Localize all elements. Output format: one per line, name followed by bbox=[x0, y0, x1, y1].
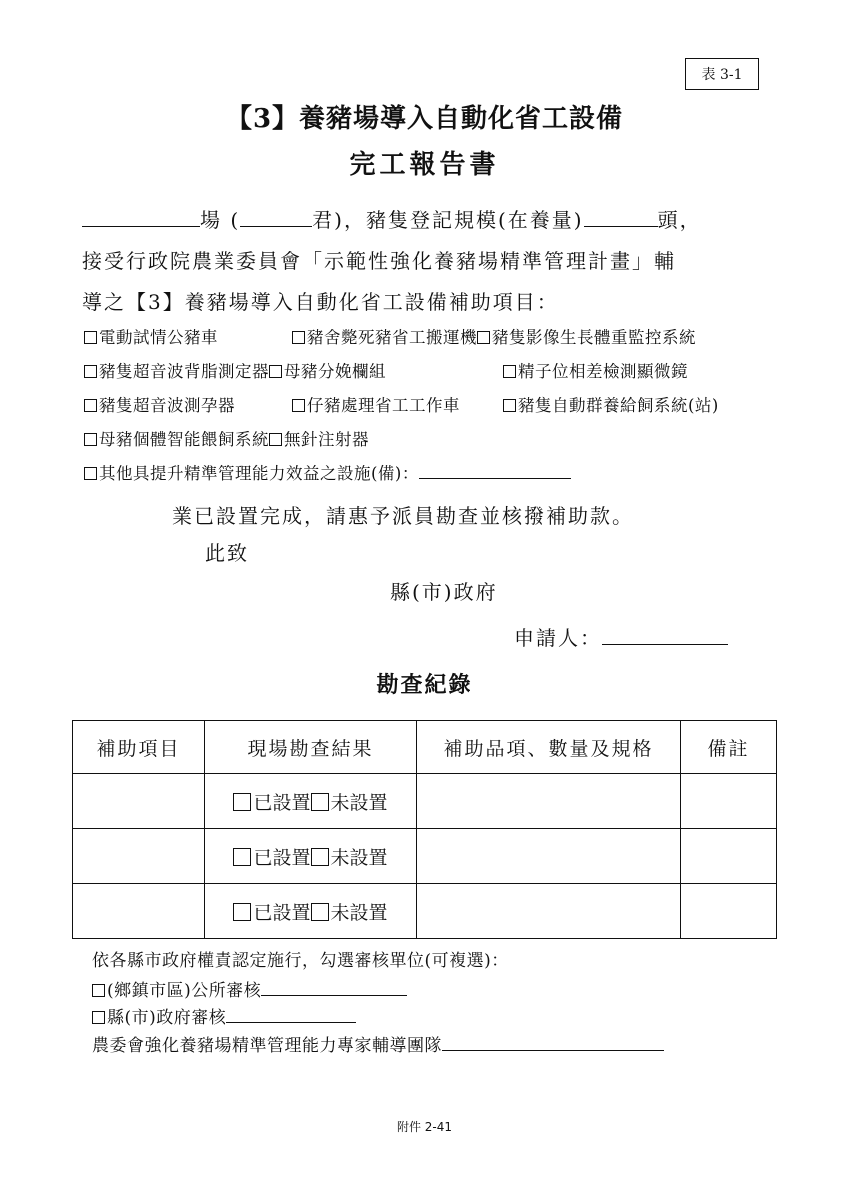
item-checkbox[interactable] bbox=[292, 399, 305, 412]
table-row bbox=[73, 774, 777, 829]
review-option-2: 縣(市)政府審核 bbox=[92, 1003, 356, 1028]
applicant-label: 申請人： bbox=[514, 626, 602, 650]
cell-inspection-result: 已設置 未設置 bbox=[205, 774, 417, 829]
cell-subsidy-item[interactable] bbox=[73, 829, 205, 884]
not-installed-checkbox[interactable] bbox=[311, 848, 329, 866]
review-team-line: 農委會強化養豬場精準管理能力專家輔導團隊 bbox=[92, 1031, 664, 1056]
item-label: 豬隻超音波測孕器 bbox=[99, 396, 235, 415]
cell-item-spec[interactable] bbox=[417, 829, 681, 884]
item-label: 豬隻影像生長體重監控系統 bbox=[492, 328, 696, 347]
cell-remarks[interactable] bbox=[681, 884, 777, 939]
other-item-field[interactable] bbox=[419, 462, 571, 479]
review-checkbox[interactable] bbox=[92, 1011, 105, 1024]
item-label: 其他具提升精準管理能力效益之設施(備)： bbox=[99, 464, 419, 483]
item-checkbox[interactable] bbox=[84, 433, 97, 446]
table-header-row bbox=[73, 721, 777, 774]
item-row-1 bbox=[84, 324, 218, 348]
table-row bbox=[73, 884, 777, 939]
installed-checkbox[interactable] bbox=[233, 848, 251, 866]
recipient: 縣(市)政府 bbox=[390, 580, 498, 604]
page-title: 【3】養豬場導入自動化省工設備 bbox=[225, 104, 624, 134]
review-option-1: (鄉鎮市區)公所審核 bbox=[92, 976, 407, 1001]
head-count-field[interactable] bbox=[584, 206, 658, 227]
page-number: 附件 2-41 bbox=[396, 1120, 453, 1134]
item-label: 無針注射器 bbox=[284, 430, 369, 449]
item-label: 母豬分娩欄組 bbox=[284, 362, 386, 381]
cell-subsidy-item[interactable] bbox=[73, 884, 205, 939]
item-checkbox[interactable] bbox=[477, 331, 490, 344]
item-label: 豬隻自動群養給飼系統(站) bbox=[518, 396, 719, 415]
item-checkbox[interactable] bbox=[84, 467, 97, 480]
table-row bbox=[73, 829, 777, 884]
header-item-spec: 補助品項、數量及規格 bbox=[417, 721, 681, 774]
item-label: 電動試情公豬車 bbox=[99, 328, 218, 347]
review-field-2[interactable] bbox=[226, 1006, 356, 1023]
not-installed-checkbox[interactable] bbox=[311, 793, 329, 811]
owner-name-field[interactable] bbox=[240, 206, 312, 227]
item-checkbox[interactable] bbox=[269, 365, 282, 378]
item-row-3 bbox=[84, 392, 235, 416]
item-label: 母豬個體智能餵飼系統 bbox=[99, 430, 269, 449]
completion-statement: 業已設置完成，請惠予派員勘查並核撥補助款。 bbox=[172, 504, 634, 528]
cell-remarks[interactable] bbox=[681, 774, 777, 829]
para-line-2: 接受行政院農業委員會「示範性強化養豬場精準管理計畫」輔 bbox=[82, 249, 676, 273]
item-checkbox[interactable] bbox=[269, 433, 282, 446]
para-line-1: 場 ( 君)，豬隻登記規模(在養量) 頭， bbox=[82, 204, 702, 233]
para-line-3: 導之【3】養豬場導入自動化省工設備補助項目： bbox=[82, 290, 559, 314]
item-label: 豬舍斃死豬省工搬運機 bbox=[307, 328, 477, 347]
cell-inspection-result: 已設置 未設置 bbox=[205, 829, 417, 884]
not-installed-checkbox[interactable] bbox=[311, 903, 329, 921]
cell-remarks[interactable] bbox=[681, 829, 777, 884]
cell-inspection-result: 已設置 未設置 bbox=[205, 884, 417, 939]
item-row-2 bbox=[84, 358, 386, 382]
item-checkbox[interactable] bbox=[84, 331, 97, 344]
review-intro: 依各縣市政府權責認定施行，勾選審核單位(可複選)： bbox=[92, 951, 509, 971]
review-team-field[interactable] bbox=[442, 1034, 664, 1051]
item-row-1b bbox=[292, 324, 696, 348]
header-subsidy-item: 補助項目 bbox=[73, 721, 205, 774]
installed-checkbox[interactable] bbox=[233, 903, 251, 921]
item-label: 仔豬處理省工工作車 bbox=[307, 396, 460, 415]
salutation: 此致 bbox=[205, 541, 249, 565]
item-label: 精子位相差檢測顯微鏡 bbox=[518, 362, 688, 381]
applicant-field[interactable] bbox=[602, 624, 728, 645]
applicant-line bbox=[514, 622, 728, 651]
item-checkbox[interactable] bbox=[84, 365, 97, 378]
item-checkbox[interactable] bbox=[503, 365, 516, 378]
header-remarks: 備註 bbox=[681, 721, 777, 774]
inspection-title: 勘查紀錄 bbox=[376, 672, 473, 698]
item-row-4 bbox=[84, 426, 369, 450]
item-checkbox[interactable] bbox=[503, 399, 516, 412]
header-inspection-result: 現場勘查結果 bbox=[205, 721, 417, 774]
farm-name-field[interactable] bbox=[82, 206, 200, 227]
item-label: 豬隻超音波背脂測定器 bbox=[99, 362, 269, 381]
cell-item-spec[interactable] bbox=[417, 774, 681, 829]
item-row-3c bbox=[503, 392, 719, 416]
item-checkbox[interactable] bbox=[292, 331, 305, 344]
form-number-box: 表 3-1 bbox=[685, 58, 759, 90]
installed-checkbox[interactable] bbox=[233, 793, 251, 811]
cell-item-spec[interactable] bbox=[417, 884, 681, 939]
item-row-5 bbox=[84, 460, 571, 484]
review-field-1[interactable] bbox=[261, 979, 407, 996]
review-checkbox[interactable] bbox=[92, 984, 105, 997]
page-subtitle: 完工報告書 bbox=[349, 150, 500, 180]
item-row-3b bbox=[292, 392, 460, 416]
item-row-2b bbox=[503, 358, 688, 382]
item-checkbox[interactable] bbox=[84, 399, 97, 412]
cell-subsidy-item[interactable] bbox=[73, 774, 205, 829]
inspection-table bbox=[72, 720, 777, 939]
